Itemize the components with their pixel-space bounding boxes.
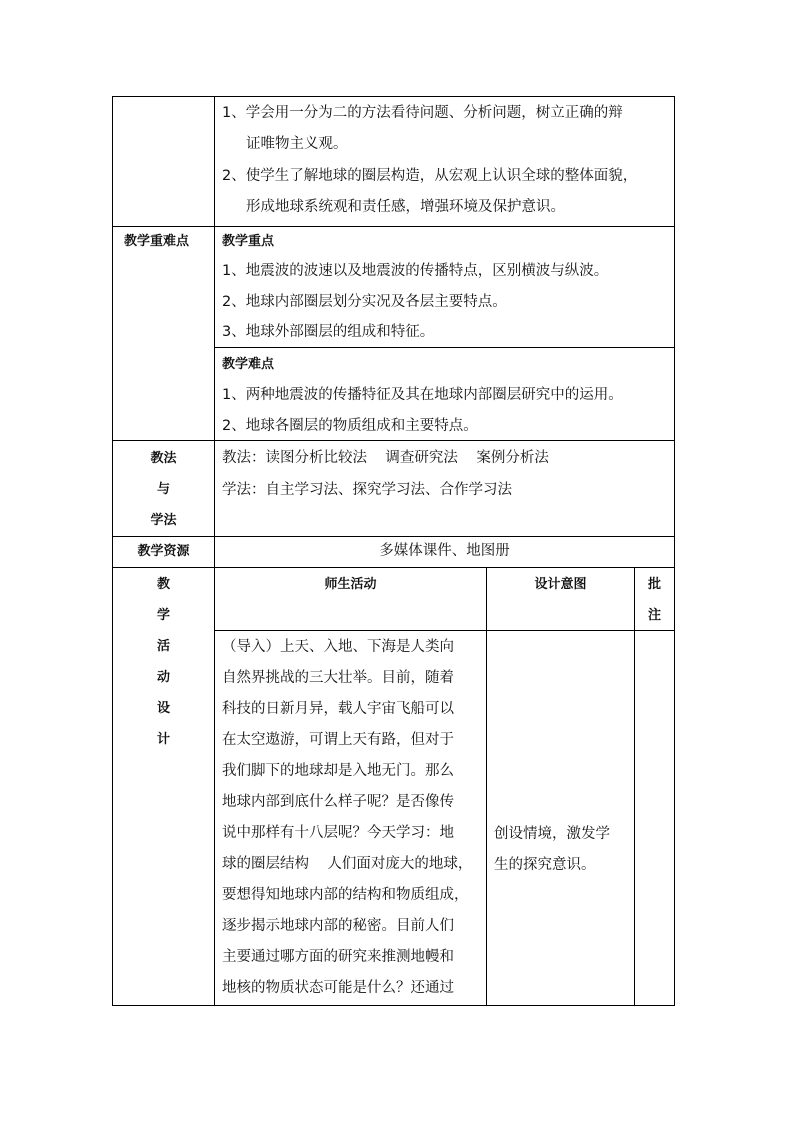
learning-methods: 学法：自主学习法、探究学习法、合作学习法 bbox=[222, 482, 512, 498]
activity-line: （导入）上天、入地、下海是人类向 bbox=[222, 639, 454, 655]
difficult-point-item: 1、两种地震波的传播特征及其在地球内部圈层研究中的运用。 bbox=[222, 387, 623, 403]
activity-line: 我们脚下的地球却是入地无门。那么 bbox=[222, 763, 454, 779]
activity-line: 地球内部到底什么样子呢？是否像传 bbox=[222, 794, 454, 810]
activity-label-char: 计 bbox=[156, 732, 170, 747]
objective-1-line-a: 1、学会用一分为二的方法看待问题、分析问题，树立正确的辩 bbox=[222, 105, 623, 121]
activity-label-char: 活 bbox=[156, 639, 170, 654]
activity-line: 在太空遨游，可谓上天有路，但对于 bbox=[222, 732, 454, 748]
table-border-top bbox=[112, 96, 675, 97]
activity-line: 说中那样有十八层呢？今天学习：地 bbox=[222, 825, 454, 841]
row-divider-sub bbox=[214, 347, 675, 348]
teaching-methods: 教法：读图分析比较法 调查研究法 案例分析法 bbox=[222, 450, 549, 466]
activity-line: 自然界挑战的三大壮举。目前，随着 bbox=[222, 670, 454, 686]
row-divider-1 bbox=[112, 226, 675, 227]
column-header-activity: 师生活动 bbox=[324, 577, 377, 592]
activity-label-char: 学 bbox=[156, 608, 170, 623]
row-divider-3 bbox=[112, 536, 675, 537]
objective-1-line-b: 证唯物主义观。 bbox=[246, 136, 348, 152]
key-point-item: 1、地震波的波速以及地震波的传播特点，区别横波与纵波。 bbox=[222, 263, 609, 279]
resources-label: 教学资源 bbox=[137, 544, 190, 559]
key-point-item: 3、地球外部圈层的组成和特征。 bbox=[222, 324, 435, 340]
activity-line: 逐步揭示地球内部的秘密。目前人们 bbox=[222, 918, 454, 934]
column-header-note: 批 bbox=[647, 577, 661, 592]
table-border-bottom bbox=[112, 1005, 675, 1006]
methods-label-learning: 学法 bbox=[150, 513, 177, 528]
column-header-note: 注 bbox=[647, 608, 661, 623]
resources-value: 多媒体课件、地图册 bbox=[379, 543, 510, 559]
activity-label-char: 动 bbox=[156, 670, 170, 685]
intent-line: 生的探究意识。 bbox=[494, 857, 596, 873]
objective-2-line-b: 形成地球系统观和责任感，增强环境及保护意识。 bbox=[246, 199, 565, 215]
activity-label-char: 教 bbox=[156, 577, 170, 592]
intent-line: 创设情境，激发学 bbox=[494, 826, 610, 842]
key-difficult-label: 教学重难点 bbox=[124, 234, 190, 249]
key-point-item: 2、地球内部圈层划分实况及各层主要特点。 bbox=[222, 294, 507, 310]
row-divider-5 bbox=[214, 630, 675, 631]
activity-line: 主要通过哪方面的研究来推测地幔和 bbox=[222, 949, 454, 965]
column-header-intent: 设计意图 bbox=[534, 577, 587, 592]
activity-line: 球的圈层结构 人们面对庞大的地球， bbox=[222, 856, 473, 872]
objective-2-line-a: 2、使学生了解地球的圈层构造，从宏观上认识全球的整体面貌， bbox=[222, 168, 638, 184]
table-divider-intent bbox=[486, 567, 487, 1006]
methods-label-and: 与 bbox=[156, 482, 170, 497]
activity-label-char: 设 bbox=[156, 701, 170, 716]
table-border-right bbox=[674, 96, 675, 1006]
table-divider-note bbox=[634, 567, 635, 1006]
methods-label-teaching: 教法 bbox=[150, 451, 177, 466]
activity-line: 地核的物质状态可能是什么？还通过 bbox=[222, 980, 454, 996]
row-divider-4 bbox=[112, 567, 675, 568]
difficult-points-title: 教学难点 bbox=[222, 357, 275, 372]
activity-line: 科技的日新月异，载人宇宙飞船可以 bbox=[222, 701, 454, 717]
key-points-title: 教学重点 bbox=[222, 234, 275, 249]
activity-line: 要想得知地球内部的结构和物质组成， bbox=[222, 887, 469, 903]
row-divider-2 bbox=[112, 440, 675, 441]
difficult-point-item: 2、地球各圈层的物质组成和主要特点。 bbox=[222, 418, 478, 434]
